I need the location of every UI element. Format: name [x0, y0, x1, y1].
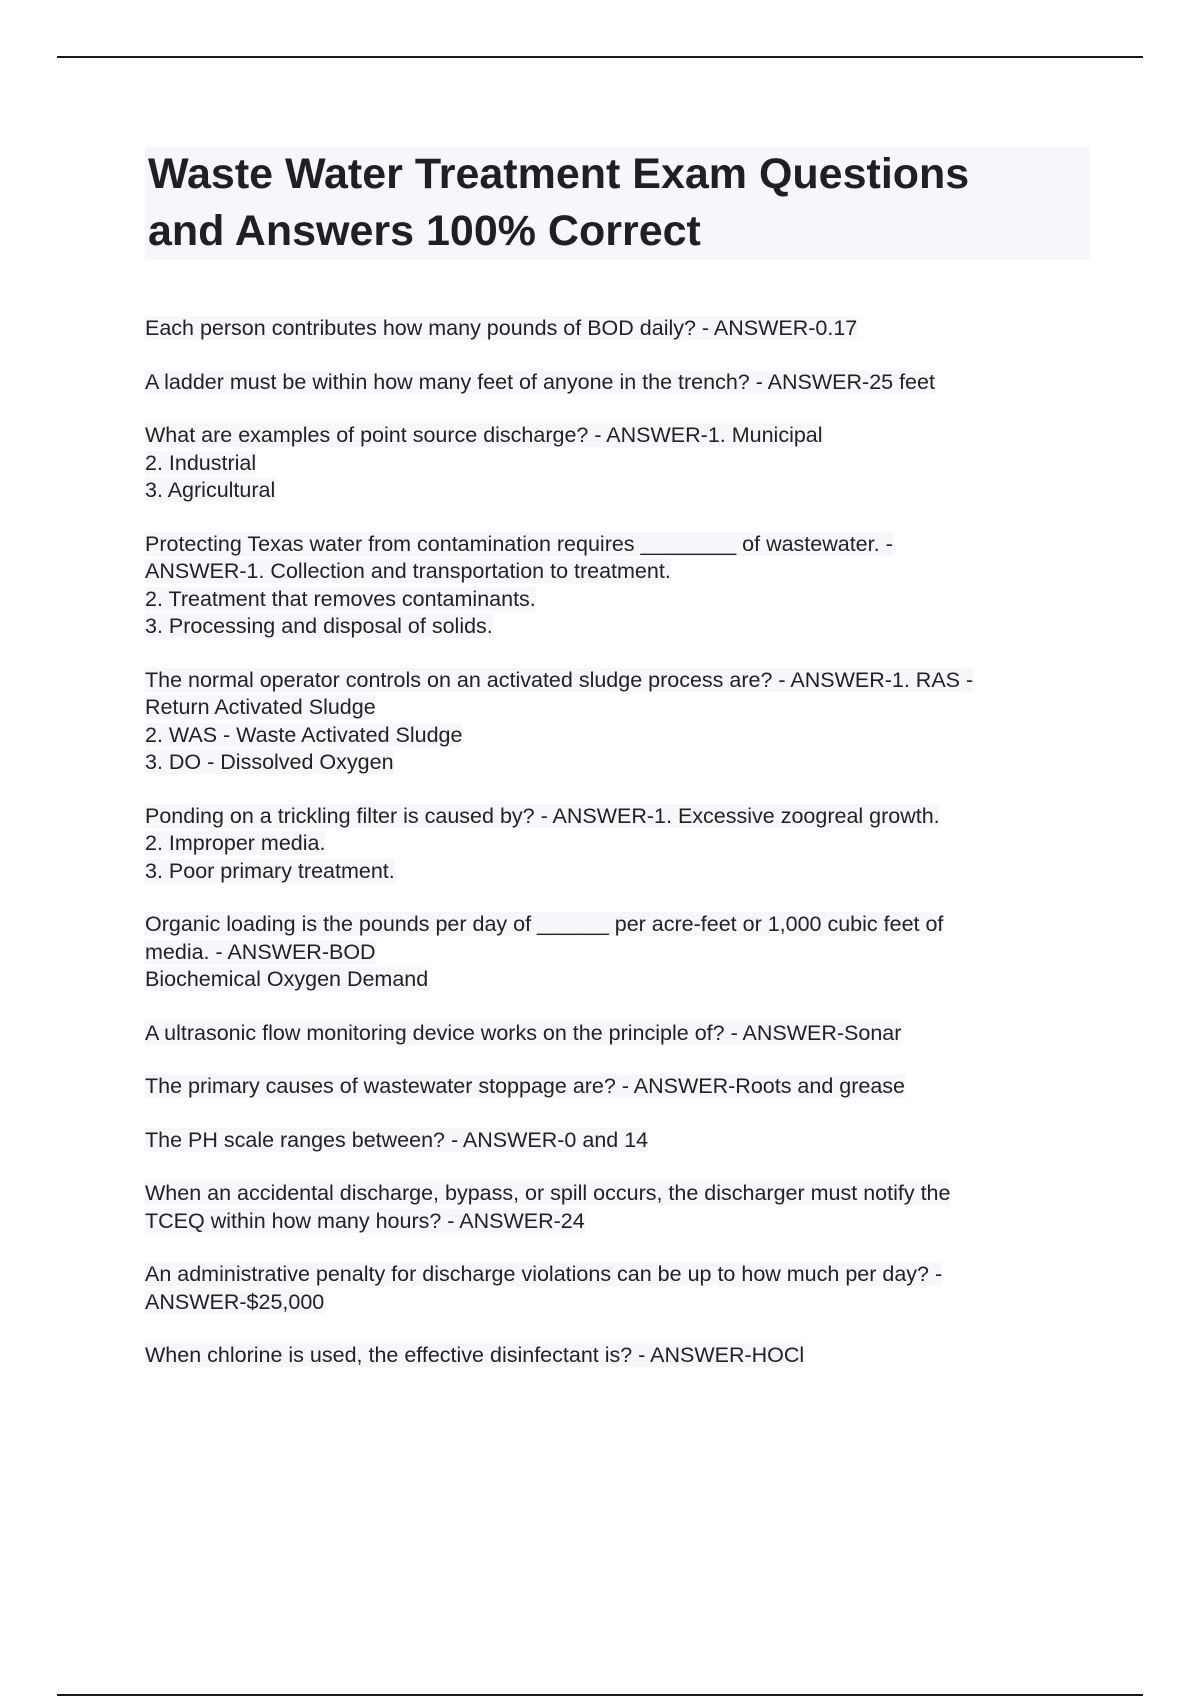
- qa-line-text: 3. DO - Dissolved Oxygen: [145, 750, 394, 774]
- qa-item: [145, 911, 1090, 994]
- qa-line: [145, 966, 1090, 994]
- qa-item: [145, 667, 1090, 777]
- qa-line-text: A ultrasonic flow monitoring device works on the principle of? - ANSWER-Sonar: [145, 1020, 902, 1045]
- qa-line: [145, 830, 1090, 858]
- qa-line: [145, 1073, 1090, 1101]
- qa-line-text: When chlorine is used, the effective disinfectant is? - ANSWER-HOCl: [145, 1343, 805, 1367]
- qa-line: [145, 477, 1090, 505]
- qa-line: [145, 369, 1090, 397]
- qa-line: [145, 667, 1090, 695]
- qa-line-text: What are examples of point source discharge? - ANSWER-1. Municipal: [145, 423, 823, 447]
- qa-item: [145, 1180, 1090, 1235]
- title-line: and Answers 100% Correct: [148, 207, 701, 255]
- qa-line-text: Ponding on a trickling filter is caused by? - ANSWER-1. Excessive zoogreal growth.: [145, 803, 940, 828]
- qa-line: [145, 911, 1090, 939]
- qa-line: [145, 1342, 1090, 1370]
- qa-line-text: The normal operator controls on an activated sludge process are? - ANSWER-1. RAS -: [145, 667, 974, 692]
- qa-line: [145, 450, 1090, 478]
- qa-line: [145, 803, 1090, 831]
- qa-line-text: The primary causes of wastewater stoppage are? - ANSWER-Roots and grease: [145, 1074, 906, 1098]
- qa-item: [145, 1073, 1090, 1101]
- qa-line: [145, 749, 1090, 777]
- qa-line-text: Biochemical Oxygen Demand: [145, 967, 429, 991]
- qa-line-text: Return Activated Sludge: [145, 695, 376, 719]
- qa-line: [145, 1180, 1090, 1208]
- qa-line-text: ANSWER-$25,000: [145, 1289, 325, 1314]
- qa-item: [145, 1127, 1090, 1155]
- qa-line: [145, 694, 1090, 722]
- qa-line-text: 2. Treatment that removes contaminants.: [145, 586, 536, 611]
- qa-item: [145, 369, 1090, 397]
- qa-line: [145, 1127, 1090, 1155]
- qa-line-text: 3. Poor primary treatment.: [145, 858, 395, 883]
- qa-line: [145, 1020, 1090, 1048]
- qa-line: [145, 315, 1090, 343]
- qa-line-text: Each person contributes how many pounds of BOD daily? - ANSWER-0.17: [145, 316, 858, 340]
- qa-item: [145, 1261, 1090, 1316]
- qa-item: [145, 531, 1090, 641]
- qa-line-text: When an accidental discharge, bypass, or spill occurs, the discharger must notify the: [145, 1181, 951, 1205]
- qa-line: [145, 558, 1090, 586]
- qa-line: [145, 586, 1090, 614]
- qa-item: [145, 422, 1090, 505]
- qa-line-text: 2. WAS - Waste Activated Sludge: [145, 722, 463, 747]
- qa-line-text: An administrative penalty for discharge violations can be up to how much per day? -: [145, 1262, 943, 1286]
- qa-line-text: media. - ANSWER-BOD: [145, 939, 376, 964]
- document-body: [145, 146, 1090, 1396]
- qa-item: [145, 315, 1090, 343]
- qa-line: [145, 1208, 1090, 1236]
- qa-line-text: Organic loading is the pounds per day of ______ per acre-feet or 1,000 cubic feet of: [145, 912, 944, 936]
- qa-line-text: Protecting Texas water from contamination requires ________ of wastewater. -: [145, 531, 893, 556]
- qa-item: [145, 1020, 1090, 1048]
- top-rule: [57, 56, 1143, 58]
- title-line: Waste Water Treatment Exam Questions: [148, 150, 970, 198]
- qa-line-text: 2. Industrial: [145, 450, 257, 475]
- qa-line: [145, 858, 1090, 886]
- qa-item: [145, 1342, 1090, 1370]
- qa-line: [145, 722, 1090, 750]
- qa-line-text: The PH scale ranges between? - ANSWER-0 and 14: [145, 1127, 649, 1152]
- qa-line: [145, 1289, 1090, 1317]
- qa-line: [145, 613, 1090, 641]
- qa-line-text: 3. Processing and disposal of solids.: [145, 614, 493, 638]
- qa-line-text: 3. Agricultural: [145, 478, 276, 502]
- qa-line-text: A ladder must be within how many feet of anyone in the trench? - ANSWER-25 feet: [145, 369, 935, 394]
- qa-line: [145, 1261, 1090, 1289]
- qa-line: [145, 531, 1090, 559]
- qa-line-text: ANSWER-1. Collection and transportation to treatment.: [145, 559, 671, 583]
- qa-line-text: 2. Improper media.: [145, 831, 326, 855]
- qa-line-text: TCEQ within how many hours? - ANSWER-24: [145, 1208, 585, 1233]
- qa-line: [145, 422, 1090, 450]
- qa-line: [145, 939, 1090, 967]
- document-title: [145, 146, 1090, 260]
- bottom-rule: [57, 1694, 1143, 1696]
- qa-list: [145, 315, 1090, 1370]
- qa-item: [145, 803, 1090, 886]
